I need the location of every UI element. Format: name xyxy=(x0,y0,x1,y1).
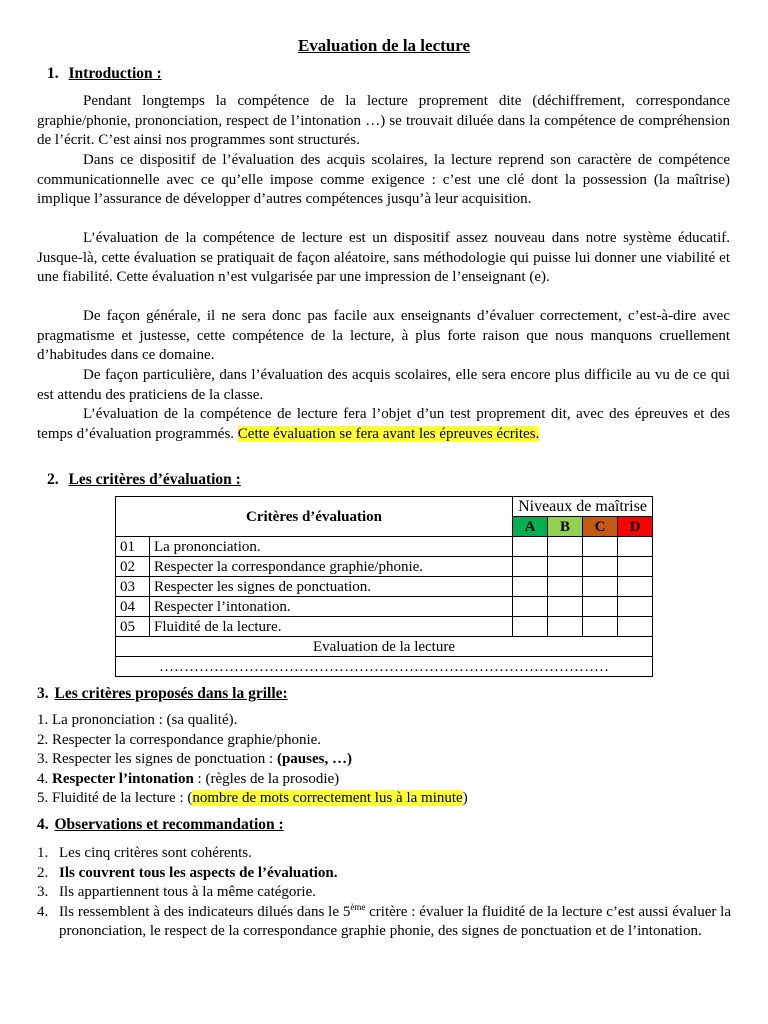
intro-paragraph-6-highlight: Cette évaluation se fera avant les épreuves écrites. xyxy=(237,425,540,442)
section-2-title: Les critères d’évaluation : xyxy=(68,471,241,488)
cell-b xyxy=(548,557,583,577)
footer-label: Evaluation de la lecture xyxy=(116,637,653,657)
row-label: La prononciation. xyxy=(150,537,513,557)
item-text-end: ) xyxy=(462,790,468,806)
section-4-heading xyxy=(37,816,284,834)
section-4-title: Observations et recommandation : xyxy=(54,816,284,833)
section-2-heading xyxy=(47,471,241,489)
criteria-table xyxy=(115,496,653,677)
list-item xyxy=(37,789,737,809)
item-superscript: ème xyxy=(350,901,366,912)
cell-a xyxy=(513,617,548,637)
list-item xyxy=(37,750,737,770)
level-a: A xyxy=(513,517,548,537)
table-row xyxy=(116,537,653,557)
item-number: 1. xyxy=(37,845,49,861)
cell-d xyxy=(618,617,653,637)
row-label: Respecter la correspondance graphie/phonie. xyxy=(150,557,513,577)
cell-d xyxy=(618,577,653,597)
list-item xyxy=(37,770,737,790)
section-4-number: 4. xyxy=(37,816,49,833)
intro-paragraph-3: L’évaluation de la compétence de lecture est un dispositif assez nouveau dans notre système éducatif. Jusque-là, cette évaluation se pratiquait de façon aléatoire, sans méthodologie qui puisse lui donner une viabilité et une fiabilité. Cette évaluation n’est vulgarisée par une impression de l’enseignant (e). xyxy=(37,230,730,285)
item-text: Les cinq critères sont cohérents. xyxy=(59,845,252,861)
list-item xyxy=(37,731,737,751)
cell-d xyxy=(618,557,653,577)
item-text: Ils couvrent tous les aspects de l’évaluation. xyxy=(59,864,338,881)
row-number: 01 xyxy=(116,537,150,557)
document-title: Evaluation de la lecture xyxy=(297,36,471,55)
list-item xyxy=(37,711,737,731)
table-row xyxy=(116,577,653,597)
item-number: 3. xyxy=(37,884,49,900)
cell-d xyxy=(618,597,653,617)
cell-a xyxy=(513,577,548,597)
cell-a xyxy=(513,597,548,617)
cell-a xyxy=(513,557,548,577)
item-text: 2. Respecter la correspondance graphie/phonie. xyxy=(37,731,322,748)
section-1-title: Introduction : xyxy=(68,65,162,82)
item-text-bold: critère : évaluer la fluidité de la lecture c’est aussi évaluer la prononciation, le respect de la correspondance graphie phonie, des signes de ponctuation et de l’intonation. xyxy=(59,903,731,939)
item-text: 3. Respecter les signes de ponctuation : xyxy=(37,751,277,767)
item-number: 4. xyxy=(37,903,49,920)
cell-c xyxy=(583,617,618,637)
intro-paragraph-1: Pendant longtemps la compétence de la lecture proprement dite (déchiffrement, correspondance graphie/phonie, prononciation, respect de l’intonation …) se trouvait diluée dans la compétence de compréhension de l’écrit. C’est ainsi nos programmes sont structurés. xyxy=(37,93,730,148)
level-d: D xyxy=(618,517,653,537)
intro-paragraph-6-text: L’évaluation de la compétence de lecture fera l’objet d’un test proprement dit, avec des épreuves et des temps d’évaluation programmés. xyxy=(37,406,730,442)
table-row xyxy=(116,557,653,577)
row-label: Fluidité de la lecture. xyxy=(150,617,513,637)
intro-paragraph-5: De façon particulière, dans l’évaluation des acquis scolaires, elle sera encore plus difficile au vu de ce qui est attendu des praticiens de la classe. xyxy=(37,367,730,403)
item-bold: (pauses, …) xyxy=(276,751,352,767)
cell-b xyxy=(548,537,583,557)
table-dots-row xyxy=(116,657,653,677)
row-number: 02 xyxy=(116,557,150,577)
cell-b xyxy=(548,617,583,637)
cell-a xyxy=(513,537,548,557)
header-levels: Niveaux de maîtrise xyxy=(513,497,653,517)
cell-c xyxy=(583,537,618,557)
item-number: 2. xyxy=(37,864,49,881)
row-number: 03 xyxy=(116,577,150,597)
intro-paragraph-4: De façon générale, il ne sera donc pas facile aux enseignants d’évaluer correctement, c’est-à-dire avec pragmatisme et justesse, cette compétence de la lecture, à plus forte raison que nous manquons cruellement d’habitudes dans ce domaine. xyxy=(37,308,730,363)
level-c: C xyxy=(583,517,618,537)
section-3-heading xyxy=(37,685,288,703)
item-text: Ils appartiennent tous à la même catégorie. xyxy=(59,884,316,900)
intro-paragraph-2: Dans ce dispositif de l’évaluation des acquis scolaires, la lecture reprend son caractère de compétence communicationnelle avec ce qu’elle impose comme exigence : c’est une clé dont la possession (la maîtrise) implique l’assurance de développer d’autres compétences jusqu’à leur acquisition. xyxy=(37,152,730,207)
level-b: B xyxy=(548,517,583,537)
list-item xyxy=(37,883,731,903)
item-text: 1. La prononciation : (sa qualité). xyxy=(37,712,238,728)
row-number: 05 xyxy=(116,617,150,637)
cell-b xyxy=(548,577,583,597)
cell-b xyxy=(548,597,583,617)
section-1-heading xyxy=(47,65,162,83)
footer-dots: ……………………………………………………………………………… xyxy=(116,657,653,677)
table-footer-row xyxy=(116,637,653,657)
table-header-row xyxy=(116,497,653,517)
section-1-number: 1. xyxy=(47,65,59,82)
item-text: Ils ressemblent à des indicateurs dilués dans le 5 xyxy=(59,903,351,920)
row-label: Respecter les signes de ponctuation. xyxy=(150,577,513,597)
item-text: 5. Fluidité de la lecture : ( xyxy=(37,790,193,806)
list-item xyxy=(37,844,731,864)
table-row xyxy=(116,597,653,617)
grid-criteria-list xyxy=(37,711,737,809)
cell-c xyxy=(583,597,618,617)
cell-c xyxy=(583,557,618,577)
item-bold: Respecter l’intonation xyxy=(52,770,194,787)
intro-paragraph-6 xyxy=(37,405,730,444)
list-item xyxy=(37,864,731,884)
list-item xyxy=(37,903,731,942)
item-highlight: nombre de mots correctement lus à la minute xyxy=(192,790,463,806)
row-number: 04 xyxy=(116,597,150,617)
item-text-end: : (règles de la prosodie) xyxy=(193,770,340,787)
item-text: 4. xyxy=(37,770,52,787)
section-2-number: 2. xyxy=(47,471,59,488)
header-criteria: Critères d’évaluation xyxy=(116,497,513,537)
table-row xyxy=(116,617,653,637)
row-label: Respecter l’intonation. xyxy=(150,597,513,617)
observations-list xyxy=(37,844,731,942)
section-3-title: Les critères proposés dans la grille: xyxy=(54,685,288,702)
cell-d xyxy=(618,537,653,557)
section-3-number: 3. xyxy=(37,685,49,702)
cell-c xyxy=(583,577,618,597)
